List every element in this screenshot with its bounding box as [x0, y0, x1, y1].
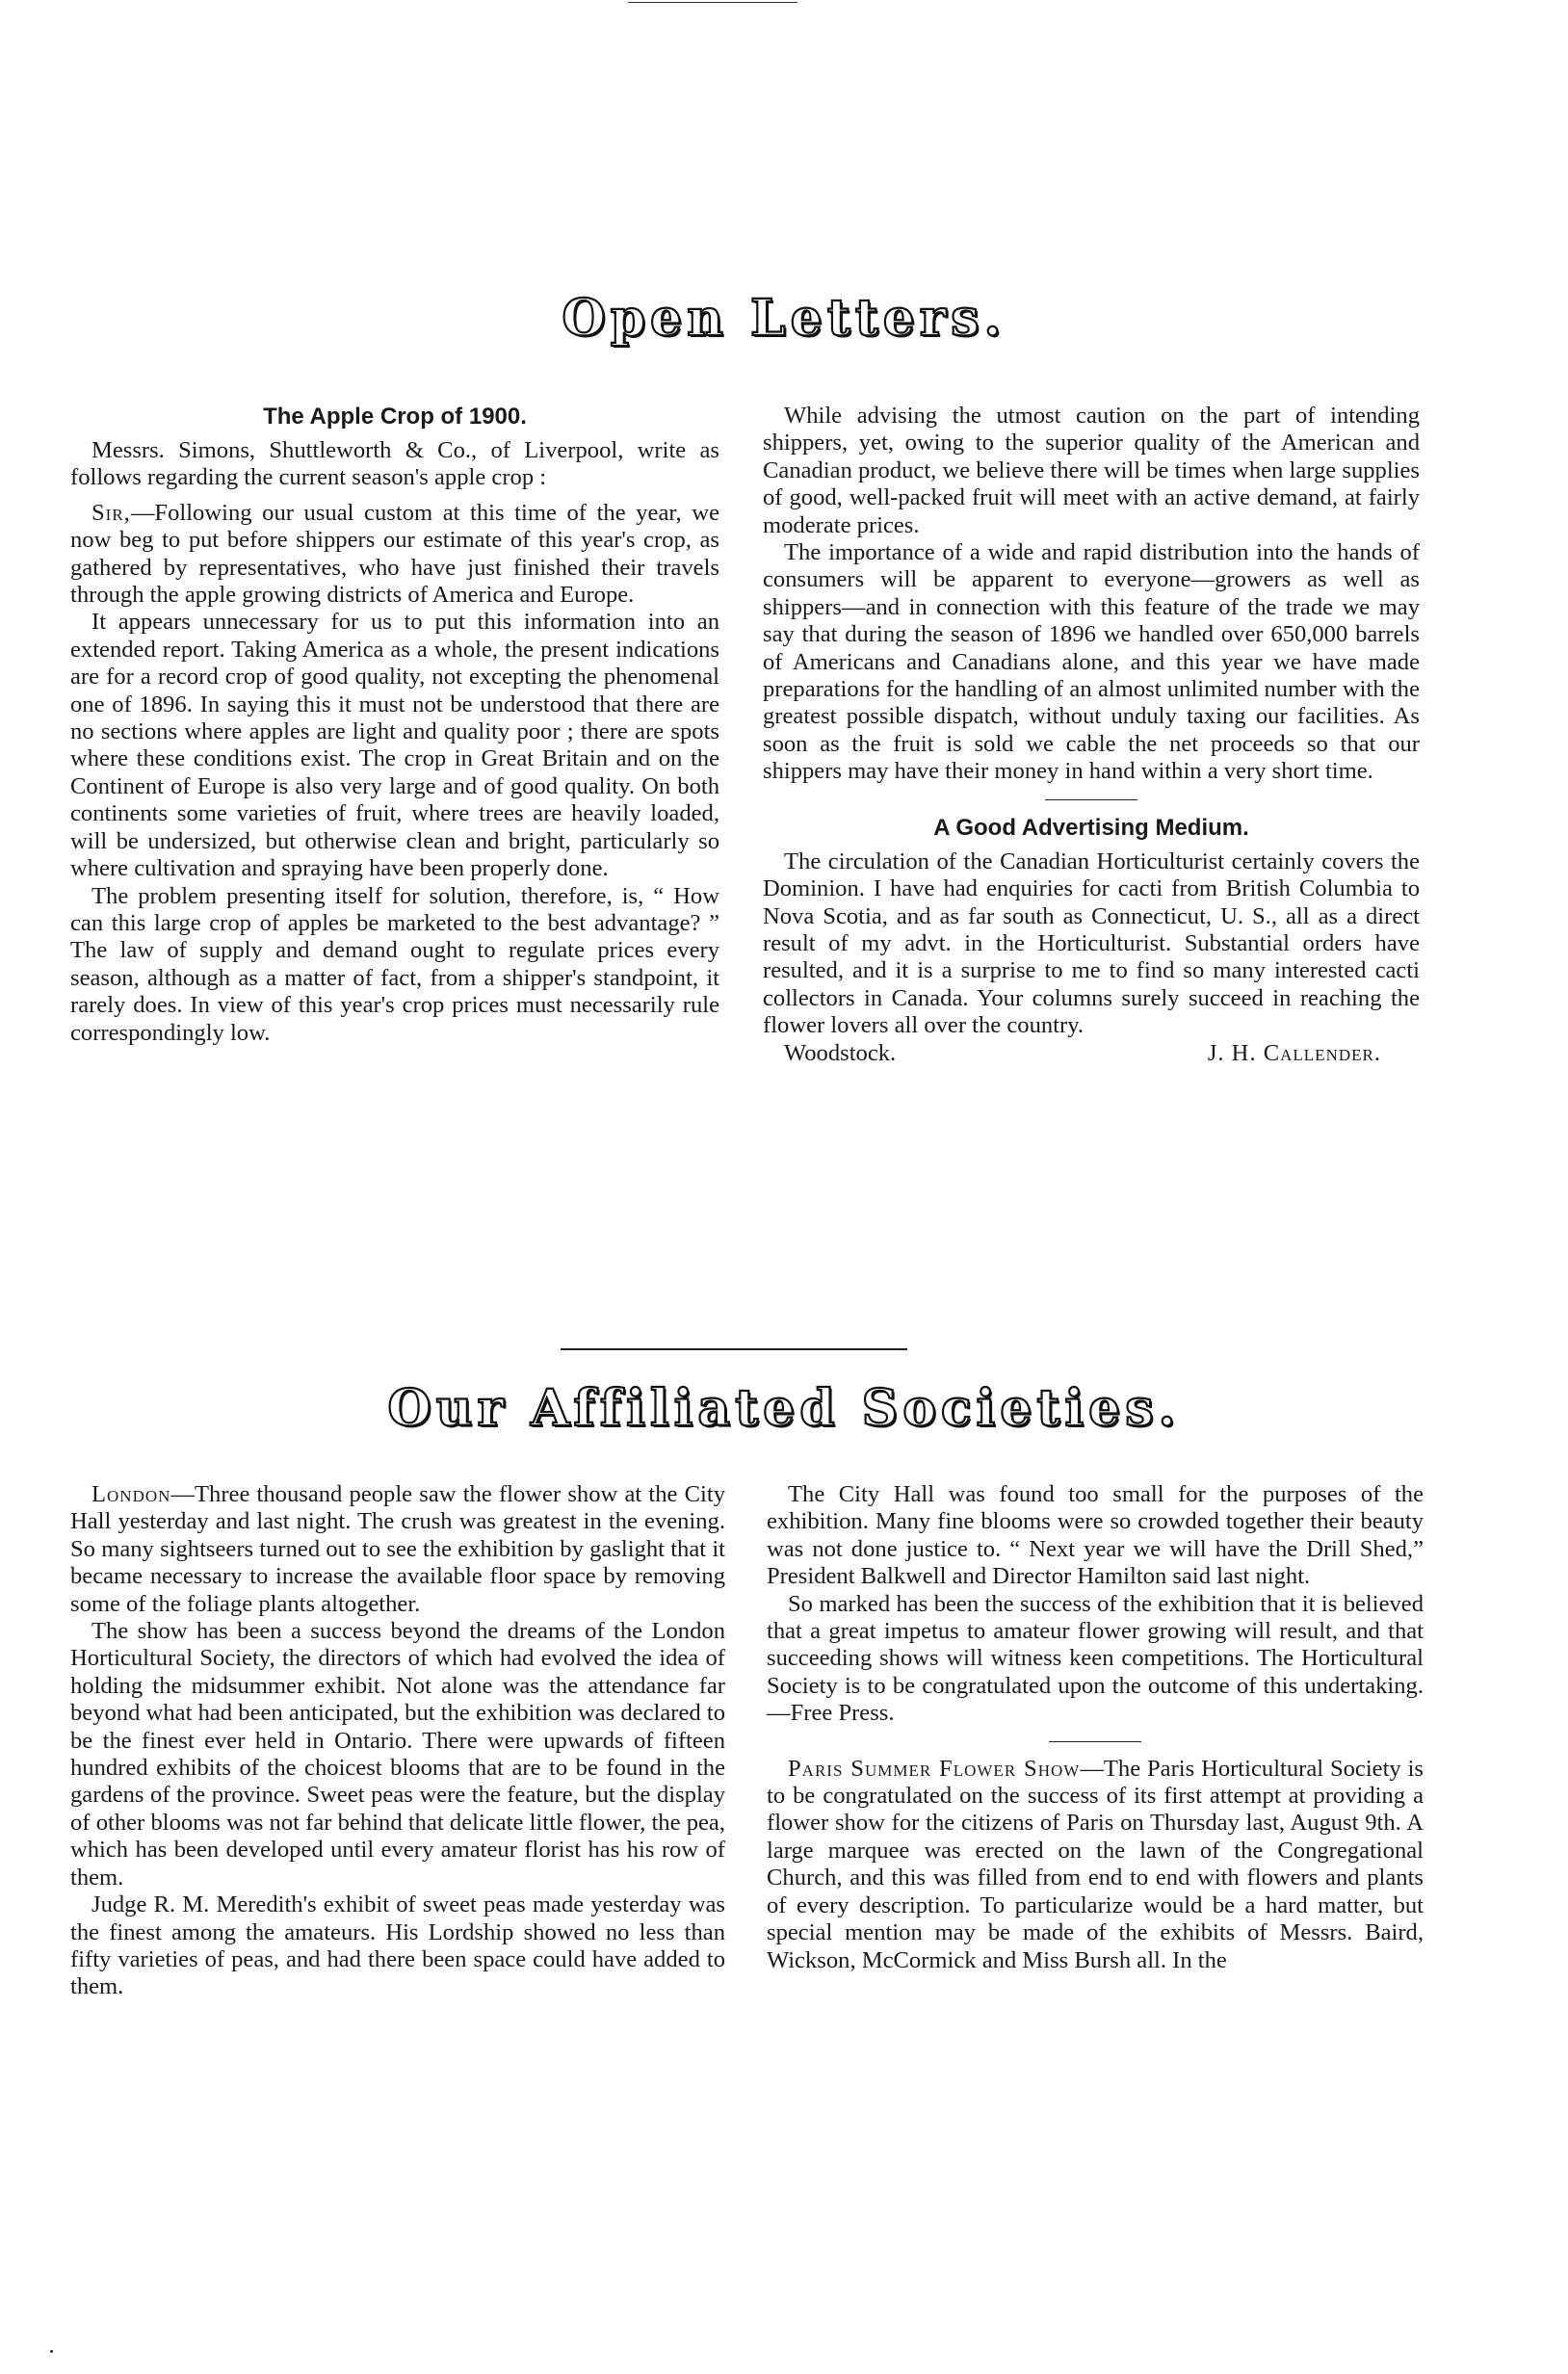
- affiliated-left-column: [70, 1481, 725, 2001]
- apple-crop-paragraph-1: [70, 500, 719, 610]
- apple-crop-paragraph-1-text: —Following our usual custom at this time of the year, we now beg to put before shippers our estimate of this year's crop, as gathered by representatives, who have just finished their travels through the apple growing districts of America and Europe.: [70, 499, 719, 609]
- london-paragraph-5: So marked has been the success of the exhibition that it is believed that a great impetus to amateur flower growing will result, and that succeeding shows will witness keen competitions. The Horticultural Society is to be congratulated upon the outcome of this undertaking.—Free Press.: [767, 1590, 1424, 1727]
- letter-signature: J. H. Callender.: [1207, 1039, 1381, 1066]
- london-paragraph-4: The City Hall was found too small for the purposes of the exhibition. Many fine blooms were so crowded together their beauty was not done justice to. “ Next year we will have the Drill Shed,” President Balkwell and Director Hamilton said last night.: [767, 1481, 1424, 1590]
- advertising-heading: A Good Advertising Medium.: [933, 814, 1249, 841]
- advertising-body: The circulation of the Canadian Horticulturist certainly covers the Dominion. I have had enquiries for cacti from British Columbia to Nova Scotia, and as far south as Connecticut, U. S., all as a direct result of my advt. in the Horticulturist. Substantial orders have resulted, and it is a surprise to me to find so many interested cacti collectors in Canada. Your columns surely succeed in reaching the flower lovers all over the country.: [763, 848, 1420, 1039]
- london-lead: London: [91, 1481, 171, 1507]
- apple-crop-intro: Messrs. Simons, Shuttleworth & Co., of Liverpool, write as follows regarding the current season's apple crop :: [70, 437, 719, 491]
- section-separator: [561, 1348, 907, 1350]
- affiliated-right-column: [767, 1481, 1424, 1974]
- apple-crop-heading: The Apple Crop of 1900.: [263, 404, 527, 430]
- affiliated-societies-title: Our Affiliated Societies.: [387, 1379, 1181, 1438]
- apple-crop-paragraph-5: The importance of a wide and rapid distribution into the hands of consumers will be apparent to everyone—growers as well as shippers—and in connection with this feature of the trade we may say that during the season of 1896 we handled over 650,000 barrels of Americans and Canadians alone, and this year we have made preparations for the handling of an almost unlimited number with the greatest possible dispatch, without unduly taxing our facilities. As soon as the fruit is sold we cable the net proceeds so that our shippers may have their money in hand within a very short time.: [763, 539, 1420, 785]
- print-speck: [50, 2350, 53, 2353]
- section-divider: [1049, 1741, 1141, 1742]
- top-rule: [628, 2, 797, 3]
- apple-crop-paragraph-4: While advising the utmost caution on the part of intending shippers, yet, owing to the superior quality of the American and Canadian product, we believe there will be times when large supplies of good, well-packed fruit will meet with an active demand, at fairly moderate prices.: [763, 403, 1420, 538]
- open-letters-left-column: [70, 403, 719, 1047]
- london-paragraph-1-text: —Three thousand people saw the flower show at the City Hall yesterday and last night. The crush was greatest in the evening. So many sightseers turned out to see the exhibition by gaslight that it became necessary to increase the available floor space by removing some of the foliage plants altogether.: [70, 1481, 725, 1617]
- paris-paragraph-text: —The Paris Horticultural Society is to be congratulated on the success of its first attempt at providing a flower show for the citizens of Paris on Thursday last, August 9th. A large marquee was erected on the lawn of the Congregational Church, and this was filled from end to end with flowers and plants of every description. To particularize would be a hard matter, but special mention may be made of the exhibits of Messrs. Baird, Wickson, McCormick and Miss Bursh all. In the: [767, 1755, 1424, 1973]
- london-paragraph-3: Judge R. M. Meredith's exhibit of sweet peas made yesterday was the finest among the amateurs. His Lordship showed no less than fifty varieties of peas, and had there been space could have added to them.: [70, 1891, 725, 2000]
- letter-place: Woodstock.: [784, 1039, 897, 1066]
- salutation: Sir,: [91, 499, 131, 526]
- paris-lead: Paris Summer Flower Show: [788, 1755, 1081, 1782]
- apple-crop-paragraph-3: The problem presenting itself for solution, therefore, is, “ How can this large crop of apples be marketed to the best advantage? ” The law of supply and demand ought to regulate prices every season, although as a matter of fact, from a shipper's standpoint, it rarely does. In view of this year's crop prices must necessarily rule correspondingly low.: [70, 882, 719, 1046]
- open-letters-title: Open Letters.: [562, 289, 1006, 348]
- london-paragraph-1: [70, 1481, 725, 1618]
- apple-crop-paragraph-2: It appears unnecessary for us to put this information into an extended report. Taking America as a whole, the present indications are for a record crop of good quality, not excepting the phenomenal one of 1896. In saying this it must not be understood that there are no sections where apples are light and quality poor ; there are spots where these conditions exist. The crop in Great Britain and on the Continent of Europe is also very large and of good quality. On both continents some varieties of fruit, where trees are heavily loaded, will be undersized, but otherwise clean and bright, particularly so where cultivation and spraying have been properly done.: [70, 609, 719, 882]
- signature-row: [763, 1040, 1420, 1067]
- london-paragraph-2: The show has been a success beyond the dreams of the London Horticultural Society, the directors of which had evolved the idea of holding the midsummer exhibit. Not alone was the attendance far beyond what had been anticipated, but the exhibition was declared to be the finest ever held in Ontario. There were upwards of fifteen hundred exhibits of the choicest blooms that are to be found in the gardens of the province. Sweet peas were the feature, but the display of other blooms was not far behind that delicate little flower, the pea, which has been developed until every amateur florist has his row of them.: [70, 1618, 725, 1891]
- section-divider: [1045, 799, 1137, 800]
- paris-paragraph: [767, 1756, 1424, 1974]
- open-letters-right-column: [763, 403, 1420, 1067]
